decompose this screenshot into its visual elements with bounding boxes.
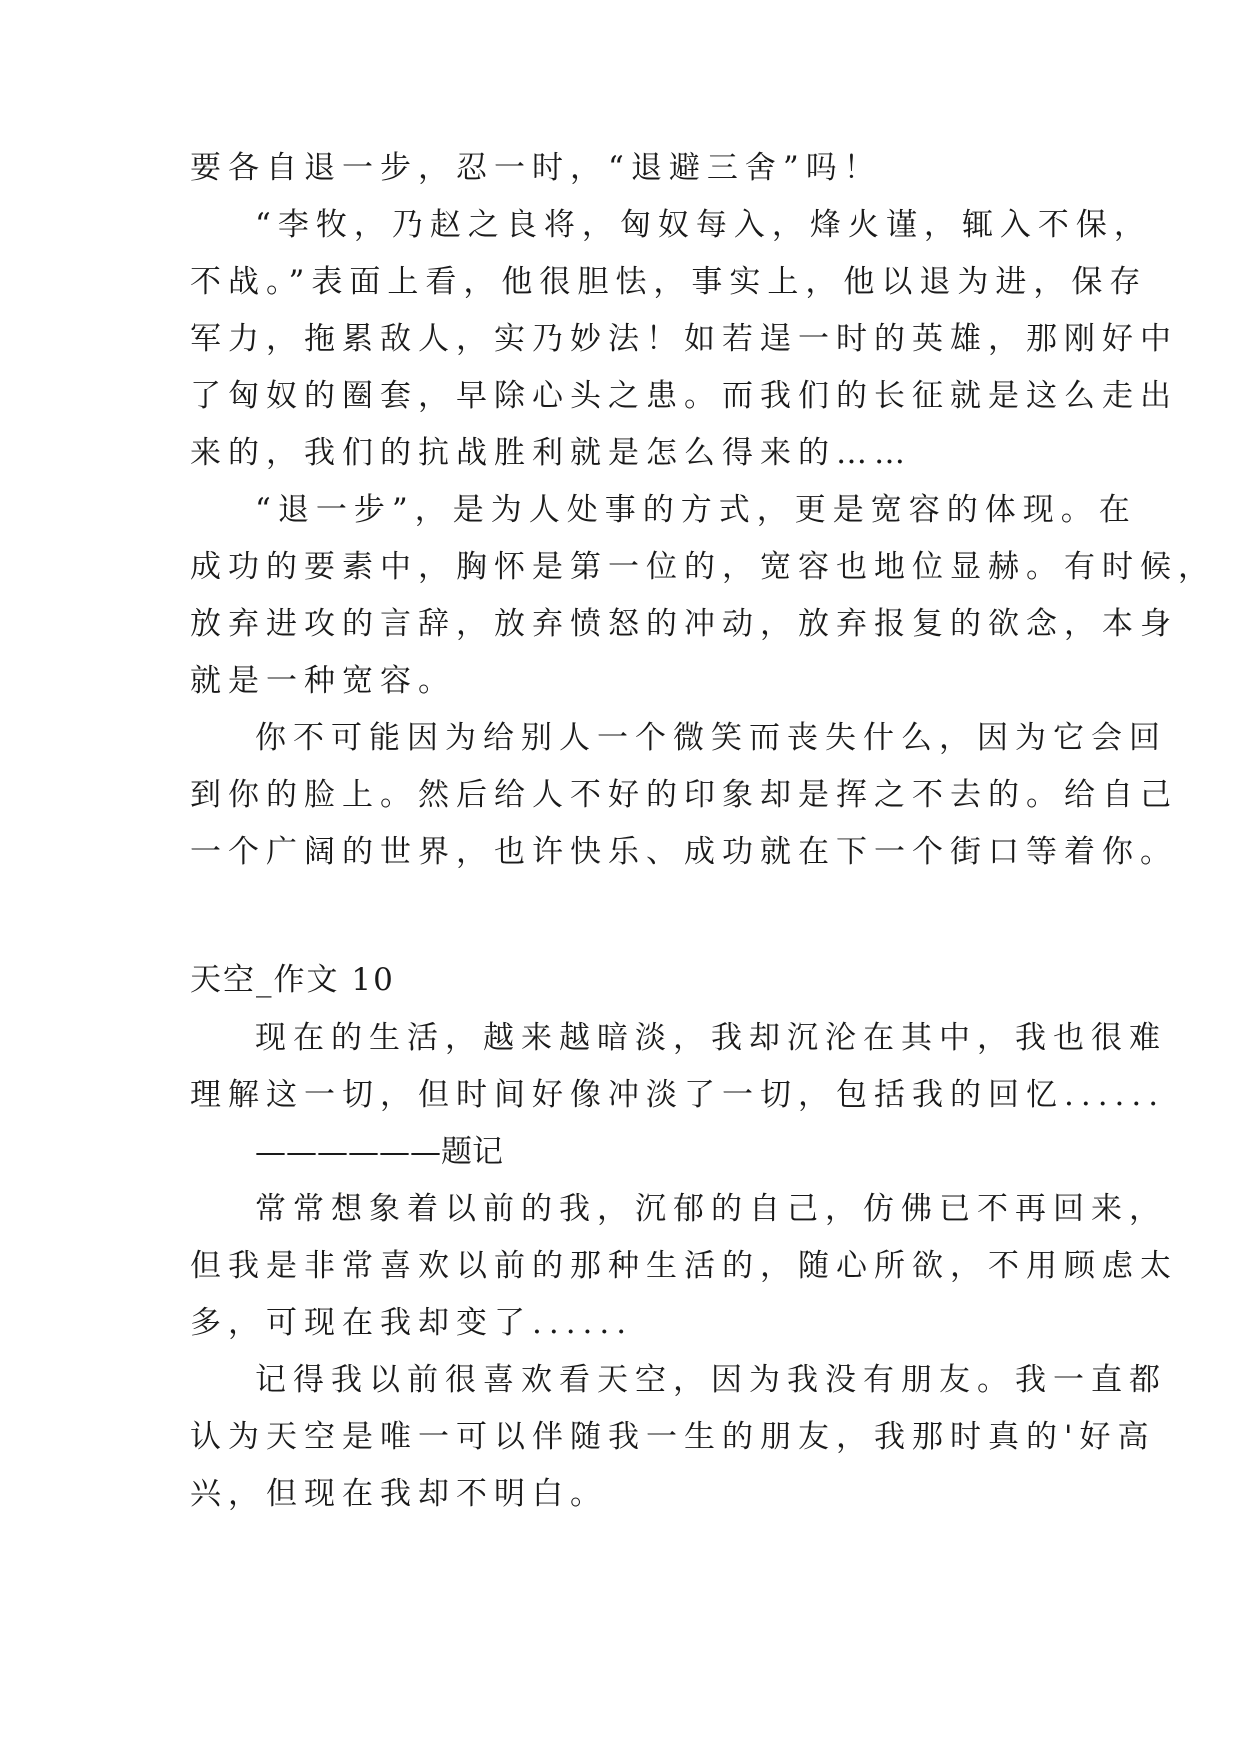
paragraph-line: 兴，但现在我却不明白。 — [190, 1476, 608, 1512]
paragraph-line: 放弃进攻的言辞，放弃愤怒的冲动，放弃报复的欲念，本身 — [190, 606, 1178, 642]
epigraph-signature: ——————题记 — [255, 1134, 503, 1170]
paragraph-line: 就是一种宽容。 — [190, 663, 456, 699]
paragraph-line: 成功的要素中，胸怀是第一位的，宽容也地位显赫。有时候， — [190, 549, 1216, 585]
paragraph-line: 一个广阔的世界，也许快乐、成功就在下一个街口等着你。 — [190, 834, 1178, 870]
paragraph-line: “退一步”，是为人处事的方式，更是宽容的体现。在 — [255, 492, 1137, 528]
paragraph-line: 军力，拖累敌人，实乃妙法！如若逞一时的英雄，那刚好中 — [190, 321, 1178, 357]
paragraph-line: 不战。”表面上看，他很胆怯，事实上，他以退为进，保存 — [190, 264, 1148, 300]
paragraph-line: 理解这一切，但时间好像冲淡了一切，包括我的回忆...... — [190, 1077, 1166, 1113]
paragraph-line: 认为天空是唯一可以伴随我一生的朋友，我那时真的'好高 — [190, 1419, 1156, 1455]
paragraph-line: 到你的脸上。然后给人不好的印象却是挥之不去的。给自己 — [190, 777, 1178, 813]
paragraph-line: 你不可能因为给别人一个微笑而丧失什么，因为它会回 — [255, 720, 1167, 756]
paragraph-line: 但我是非常喜欢以前的那种生活的，随心所欲，不用顾虑太 — [190, 1248, 1178, 1284]
paragraph-line: 记得我以前很喜欢看天空，因为我没有朋友。我一直都 — [255, 1362, 1167, 1398]
paragraph-line: 常常想象着以前的我，沉郁的自己，仿佛已不再回来， — [255, 1191, 1167, 1227]
essay-title: 天空_作文 10 — [190, 962, 395, 998]
paragraph-line: 来的，我们的抗战胜利就是怎么得来的…… — [190, 435, 912, 471]
paragraph-line: 要各自退一步，忍一时，“退避三舍”吗！ — [190, 150, 882, 186]
paragraph-line: 了匈奴的圈套，早除心头之患。而我们的长征就是这么走出 — [190, 378, 1178, 414]
paragraph-line: 现在的生活，越来越暗淡，我却沉沦在其中，我也很难 — [255, 1020, 1167, 1056]
paragraph-line: 多，可现在我却变了...... — [190, 1305, 634, 1341]
paragraph-line: “李牧，乃赵之良将，匈奴每入，烽火谨，辄入不保， — [255, 207, 1152, 243]
